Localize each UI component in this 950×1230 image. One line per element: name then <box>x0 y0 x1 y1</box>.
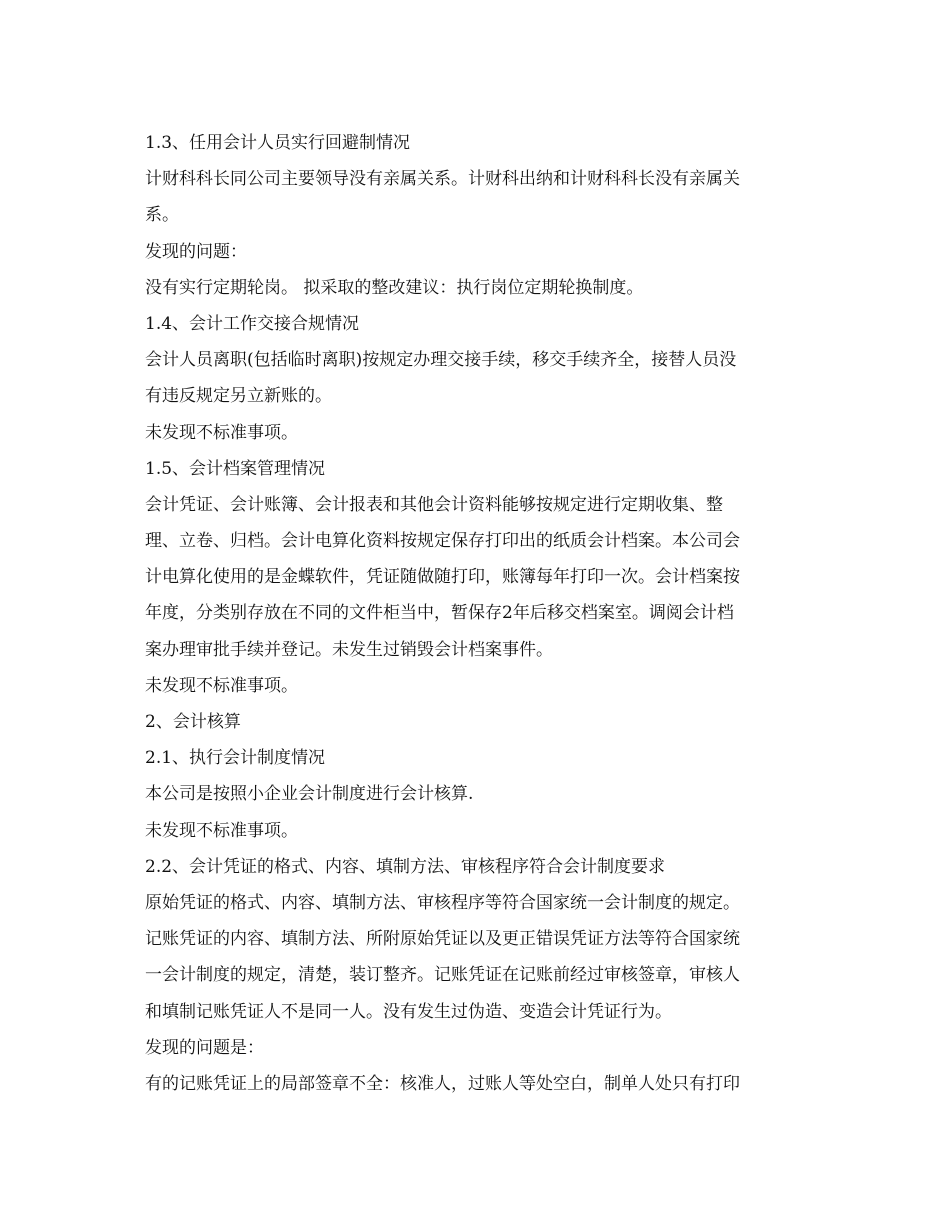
paragraph-line: 理、立卷、归档。会计电算化资料按规定保存打印出的纸质会计档案。本公司会 <box>145 531 740 552</box>
paragraph-line: 未发现不标准事项。 <box>145 422 298 443</box>
paragraph-line: 发现的问题是： <box>145 1037 264 1058</box>
heading-2-2: 2.2、会计凭证的格式、内容、填制方法、审核程序符合会计制度要求 <box>145 856 666 877</box>
paragraph-line: 一会计制度的规定，清楚，装订整齐。记账凭证在记账前经过审核签章，审核人 <box>145 965 740 986</box>
paragraph-line: 系。 <box>145 205 179 226</box>
heading-1-5: 1.5、会计档案管理情况 <box>145 458 326 479</box>
paragraph-line: 会计凭证、会计账簿、会计报表和其他会计资料能够按规定进行定期收集、整 <box>145 494 723 515</box>
heading-1-3: 1.3、任用会计人员实行回避制情况 <box>145 133 411 153</box>
heading-2-1: 2.1、执行会计制度情况 <box>145 748 326 769</box>
paragraph-line: 没有实行定期轮岗。 拟采取的整改建议：执行岗位定期轮换制度。 <box>145 277 644 298</box>
paragraph-line: 未发现不标准事项。 <box>145 675 298 696</box>
paragraph-line: 未发现不标准事项。 <box>145 820 298 841</box>
paragraph-line: 案办理审批手续并登记。未发生过销毁会计档案事件。 <box>145 639 553 660</box>
paragraph-line: 会计人员离职(包括临时离职)按规定办理交接手续，移交手续齐全，接替人员没 <box>145 350 737 371</box>
paragraph-line: 发现的问题： <box>145 241 247 262</box>
document-body <box>145 125 805 1102</box>
paragraph-line: 有的记账凭证上的局部签章不全：核准人，过账人等处空白，制单人处只有打印 <box>145 1073 740 1094</box>
paragraph-line: 记账凭证的内容、填制方法、所附原始凭证以及更正错误凭证方法等符合国家统 <box>145 929 740 950</box>
heading-1-4: 1.4、会计工作交接合规情况 <box>145 313 360 334</box>
paragraph-line: 原始凭证的格式、内容、填制方法、审核程序等符合国家统一会计制度的规定。 <box>145 892 740 913</box>
paragraph-line: 计电算化使用的是金蝶软件，凭证随做随打印，账簿每年打印一次。会计档案按 <box>145 567 740 588</box>
paragraph-line: 计财科科长同公司主要领导没有亲属关系。计财科出纳和计财科科长没有亲属关 <box>145 169 740 190</box>
paragraph-line: 本公司是按照小企业会计制度进行会计核算. <box>145 784 474 805</box>
paragraph-line: 和填制记账凭证人不是同一人。没有发生过伪造、变造会计凭证行为。 <box>145 1001 672 1022</box>
paragraph-line: 有违反规定另立新账的。 <box>145 386 332 407</box>
paragraph-line: 年度，分类别存放在不同的文件柜当中，暂保存2年后移交档案室。调阅会计档 <box>145 603 734 624</box>
heading-2: 2、会计核算 <box>145 712 241 732</box>
